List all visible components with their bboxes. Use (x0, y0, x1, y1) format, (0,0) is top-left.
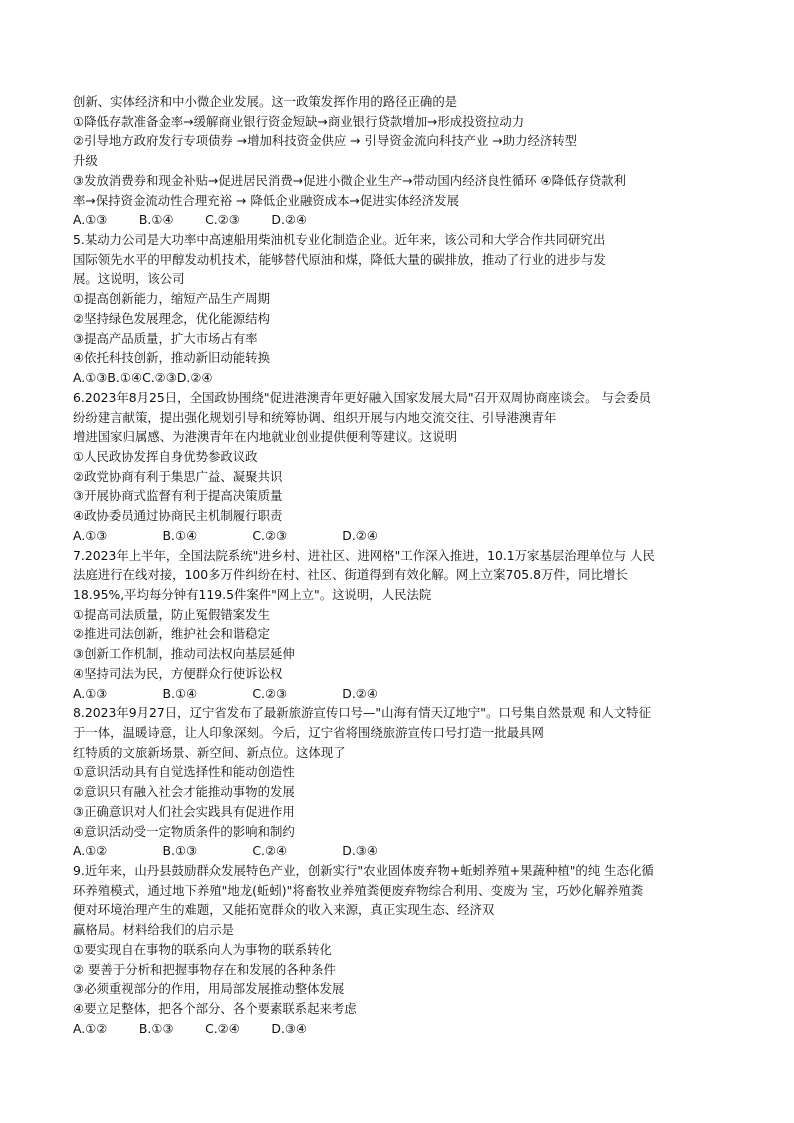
text-line: ③正确意识对人们社会实践具有促进作用 (73, 803, 295, 819)
text-line: ①提高司法质量，防止冤假错案发生 (73, 606, 270, 622)
text-line: 升级 (73, 153, 98, 169)
text-line: 8.2023年9月27日，辽宁省发布了最新旅游宣传口号—"山海有情天辽地宁"。口号集自然景观 和人文特征 (73, 705, 651, 721)
text-line: 红特质的文旅新场景、新空间、新点位。这体现了 (73, 744, 346, 760)
text-line: 展。这说明，该公司 (73, 271, 185, 287)
text-line: 6.2023年8月25日，全国政协围绕"促进港澳青年更好融入国家发展大局"召开双周协商座谈会。 与会委员 (73, 389, 651, 405)
text-line: ①要实现自在事物的联系向人为事物的联系转化 (73, 941, 332, 957)
text-line: ②意识只有融入社会才能推动事物的发展 (73, 784, 295, 800)
text-line: 增进国家归属感、为港澳青年在内地就业创业提供便利等建议。这说明 (73, 429, 458, 445)
text-line: ①人民政协发挥自身优势参政议政 (73, 448, 258, 464)
text-line: ①降低存款准备金率→缓解商业银行资金短缺→商业银行贷款增加→形成投资拉动力 (73, 113, 525, 129)
question-text (73, 92, 723, 1039)
text-line: 赢格局。材料给我们的启示是 (73, 922, 235, 938)
text-line: 7.2023年上半年，全国法院系统"进乡村、进社区、进网格"工作深入推进，10.1万家基层治理单位与 人民 (73, 547, 655, 563)
answer-options: A.①③ B.①④ C.②③ D.②④ (73, 527, 378, 543)
answer-options: A.①② B.①③ C.②④ D.③④ (73, 1020, 308, 1036)
text-line: ①提高创新能力，缩短产品生产周期 (73, 291, 270, 307)
text-line: ④坚持司法为民，方便群众行使诉讼权 (73, 665, 283, 681)
text-line: 创新、实体经济和中小微企业发展。这一政策发挥作用的路径正确的是 (73, 94, 458, 109)
answer-options: A.①③B.①④C.②③D.②④ (73, 370, 213, 386)
text-line: 法庭进行在线对接，100多万件纠纷在村、社区、街道得到有效化解。网上立案705.8万件，同比增长 (73, 567, 628, 583)
text-line: ③创新工作机制，推动司法权向基层延伸 (73, 646, 295, 662)
text-line: 18.95%,平均每分钟有119.5件案件"网上立"。这说明，人民法院 (73, 586, 432, 602)
text-line: ③发放消费券和现金补贴→促进居民消费→促进小微企业生产→带动国内经济良性循环 ④降低存贷款利 (73, 172, 626, 188)
text-line: ③提高产品质量，扩大市场占有率 (73, 330, 258, 346)
text-line: 便对环境治理产生的难题，又能拓宽群众的收入来源，真正实现生态、经济双 (73, 902, 495, 918)
text-line: ②坚持绿色发展理念，优化能源结构 (73, 310, 270, 326)
text-line: ①意识活动具有自觉选择性和能动创造性 (73, 764, 295, 780)
text-line: ②政党协商有利于集思广益、凝聚共识 (73, 468, 283, 484)
text-line: ④依托科技创新，推动新旧动能转换 (73, 350, 270, 366)
text-line: ④意识活动受一定物质条件的影响和制约 (73, 823, 295, 839)
text-line: 率→保持资金流动性合理充裕 → 降低企业融资成本→促进实体经济发展 (73, 192, 459, 208)
text-line: ③必须重视部分的作用，用局部发展推动整体发展 (73, 981, 345, 997)
text-line: 纷纷建言献策，提出强化规划引导和统筹协调、组织开展与内地交流交往、引导港澳青年 (73, 409, 557, 425)
answer-options: A.①③ B.①④ C.②③ D.②④ (73, 212, 308, 228)
text-line: 5.某动力公司是大功率中高速船用柴油机专业化制造企业。近年来，该公司和大学合作共同研究出 (73, 232, 606, 248)
text-line: ④要立足整体，把各个部分、各个要素联系起来考虑 (73, 1001, 357, 1017)
text-line: 于一体，温暖诗意，让人印象深刻。今后，辽宁省将围绕旅游宣传口号打造一批最具网 (73, 725, 544, 740)
text-line: 环养殖模式，通过地下养殖"地龙(蚯蚓)"将畜牧业养殖粪便废弃物综合利用、变废为 宝，巧妙化解养殖粪 (73, 882, 644, 898)
text-line: ② 要善于分析和把握事物存在和发展的各种条件 (73, 961, 336, 977)
text-line: ②引导地方政府发行专项债券 →增加科技资金供应 → 引导资金流向科技产业 →助力经济转型 (73, 133, 578, 149)
text-line: ④政协委员通过协商民主机制履行职责 (73, 508, 283, 524)
text-line: 9.近年来，山丹县鼓励群众发展特色产业，创新实行"农业固体废弃物+蚯蚓养殖+果蔬种植"的纯 生态化循 (73, 863, 654, 879)
answer-options: A.①② B.①③ C.②④ D.③④ (73, 843, 378, 859)
text-line: ②推进司法创新，维护社会和谐稳定 (73, 626, 270, 642)
answer-options: A.①③ B.①④ C.②③ D.②④ (73, 685, 378, 701)
text-line: 国际领先水平的甲醇发动机技术，能够替代原油和煤，降低大量的碳排放，推动了行业的进步与发 (73, 251, 606, 267)
text-line: ③开展协商式监督有利于提高决策质量 (73, 488, 283, 504)
